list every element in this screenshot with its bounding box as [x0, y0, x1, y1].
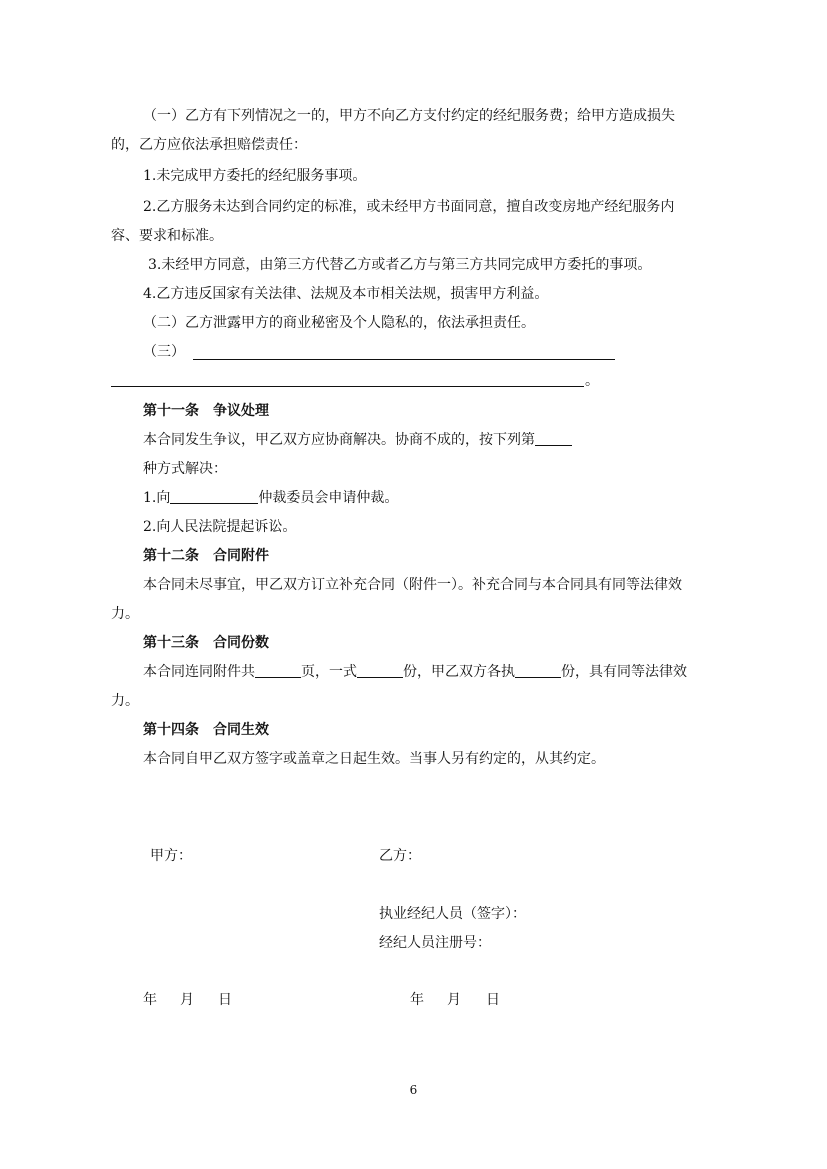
- party-a-label: 甲方：: [150, 848, 192, 864]
- clause13-t2: 页，一式: [301, 664, 357, 680]
- party-b-year-label: 年: [410, 992, 424, 1008]
- copy-count-blank: [357, 663, 403, 678]
- clause10-item3: 3.未经甲方同意，由第三方代替乙方或者乙方与第三方共同完成甲方委托的事项。: [148, 257, 652, 273]
- page-count-blank: [255, 663, 301, 678]
- party-b-day-label: 日: [486, 992, 500, 1008]
- clause10-item1: 1.未完成甲方委托的经纪服务事项。: [143, 168, 367, 184]
- clause13-t4: 份，具有同等法律效: [561, 664, 687, 680]
- clause12-heading: 第十二条 合同附件: [143, 548, 269, 564]
- clause11-text-line1-label: 本合同发生争议，甲乙双方应协商解决。协商不成的，按下列第: [143, 432, 535, 448]
- clause13-text-line2: 力。: [111, 693, 139, 709]
- clause10-item4: 4.乙方违反国家有关法律、法规及本市相关法规，损害甲方利益。: [143, 286, 549, 302]
- clause10-item2-line1: 2.乙方服务未达到合同约定的标准，或未经甲方书面同意，擅自改变房地产经纪服务内: [143, 199, 675, 215]
- clause10-p3-end: 。: [585, 373, 599, 389]
- clause11-option1-pre: 1.向: [143, 490, 171, 506]
- agent-signature-label: 执业经纪人员（签字）：: [379, 906, 526, 922]
- clause14-text: 本合同自甲乙双方签字或盖章之日起生效。当事人另有约定的，从其约定。: [143, 751, 605, 767]
- page-number: 6: [409, 1083, 418, 1097]
- clause11-text-line2: 种方式解决：: [143, 461, 227, 477]
- clause10-p3-label: （三）: [143, 344, 185, 360]
- party-a-month-label: 月: [180, 992, 194, 1008]
- clause10-p1-line1: （一）乙方有下列情况之一的，甲方不向乙方支付约定的经纪服务费；给甲方造成损失: [143, 108, 675, 124]
- clause13-heading: 第十三条 合同份数: [143, 635, 269, 651]
- clause12-text-line2: 力。: [111, 606, 139, 622]
- clause12-text-line1: 本合同未尽事宜，甲乙双方订立补充合同（附件一）。补充合同与本合同具有同等法律效: [143, 577, 682, 593]
- clause10-item2-line2: 容、要求和标准。: [111, 228, 223, 244]
- agent-registration-label: 经纪人员注册号：: [379, 935, 491, 951]
- clause10-p3-blank-line2: [111, 386, 584, 387]
- clause11-option-blank: [535, 431, 572, 446]
- clause10-p1-line2: 的，乙方应依法承担赔偿责任：: [111, 137, 307, 153]
- clause10-p2: （二）乙方泄露甲方的商业秘密及个人隐私的，依法承担责任。: [143, 315, 535, 331]
- clause10-p3-blank-line1: [193, 359, 615, 360]
- party-b-label: 乙方：: [379, 848, 421, 864]
- clause13-t3: 份，甲乙双方各执: [403, 664, 515, 680]
- clause11-option1-post: 仲裁委员会申请仲裁。: [258, 490, 399, 506]
- clause13-t1: 本合同连同附件共: [143, 664, 255, 680]
- arbitration-committee-blank: [170, 489, 258, 504]
- clause11-text-line1: [143, 430, 572, 450]
- clause11-option1: [143, 488, 398, 508]
- each-party-copies-blank: [515, 663, 561, 678]
- party-a-year-label: 年: [143, 992, 157, 1008]
- party-a-day-label: 日: [218, 992, 232, 1008]
- clause13-text-line1: [143, 662, 687, 682]
- party-b-month-label: 月: [447, 992, 461, 1008]
- clause14-heading: 第十四条 合同生效: [143, 722, 269, 738]
- clause11-option2: 2.向人民法院提起诉讼。: [143, 519, 297, 535]
- clause11-heading: 第十一条 争议处理: [143, 403, 269, 419]
